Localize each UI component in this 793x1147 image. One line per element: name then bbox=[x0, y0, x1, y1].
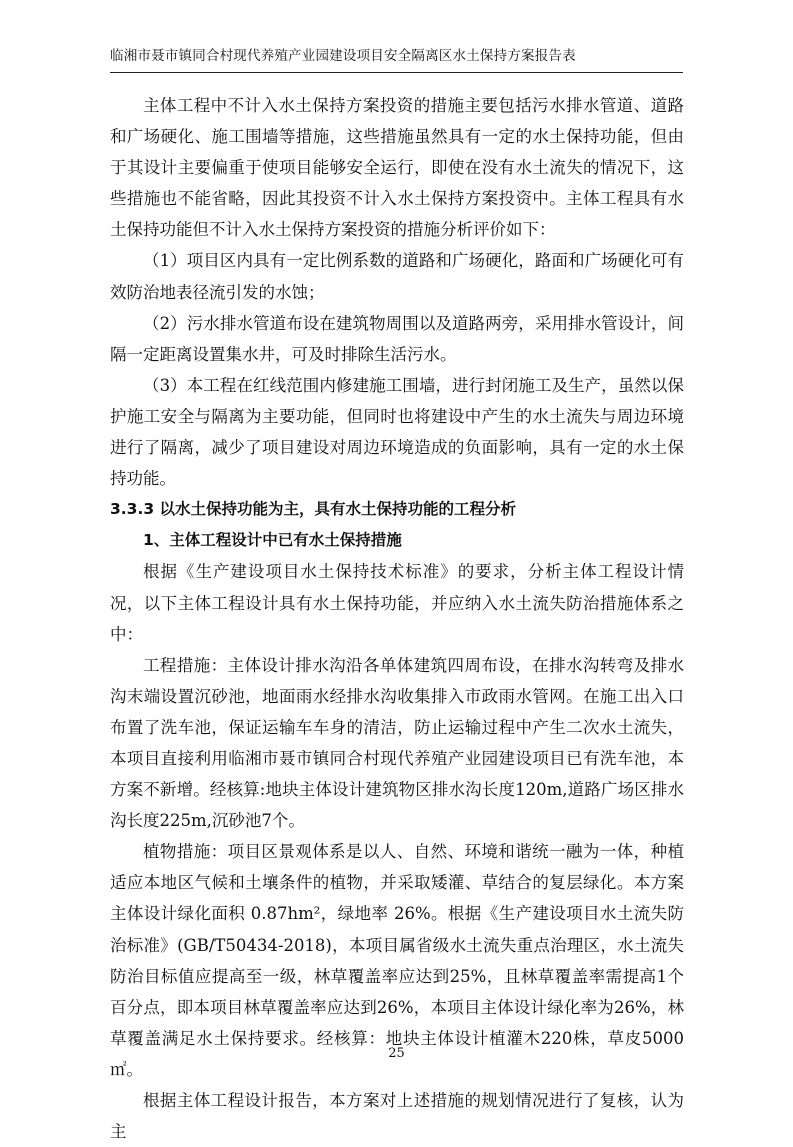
paragraph-item-3: （3）本工程在红线范围内修建施工围墙，进行封闭施工及生产，虽然以保护施工安全与隔离为主要功能，但同时也将建设中产生的水土流失与周边环境进行了隔离，减少了项目建设对周边环境造成的负面影响，具有一定的水土保持功能。 bbox=[110, 375, 684, 489]
paragraph-plant-measures: 植物措施：项目区景观体系是以人、自然、环境和谐统一融为一体，种植适应本地区气候和土壤条件的植物，并采取矮灌、草结合的复层绿化。本方案主体设计绿化面积 0.87hm²，绿地率 26%。根据《生产建设项目水土流失防治标准》(GB/T50434-2018)，本项目属省级水土流失重点治理区，水土流失防治目标值应提高至一级，林草覆盖率应达到25%，且林草覆盖率需提高1个百分点，即本项目林草覆盖率应达到26%，本项目主体设计绿化率为26%，林草覆盖满足水土保持要求。经核算：地块主体设计植灌木220株，草皮5000㎡。 bbox=[110, 842, 684, 1079]
subsection-heading-1: 1、主体工程设计中已有水土保持措施 bbox=[143, 531, 402, 550]
paragraph-intro: 主体工程中不计入水土保持方案投资的措施主要包括污水排水管道、道路和广场硬化、施工围墙等措施，这些措施虽然具有一定的水土保持功能，但由于其设计主要偏重于使项目能够安全运行，即使在没有水土流失的情况下，这些措施也不能省略，因此其投资不计入水土保持方案投资中。主体工程具有水土保持功能但不计入水土保持方案投资的措施分析评价如下： bbox=[110, 96, 684, 240]
paragraph-engineering-measures: 工程措施：主体设计排水沟沿各单体建筑四周布设，在排水沟转弯及排水沟末端设置沉砂池，地面雨水经排水沟收集排入市政雨水管网。在施工出入口布置了洗车池，保证运输车车身的清洁，防止运输过程中产生二次水土流失，本项目直接利用临湘市聂市镇同合村现代养殖产业园建设项目已有洗车池，本方案不新增。经核算:地块主体设计建筑物区排水沟长度120m,道路广场区排水沟长度225m,沉砂池7个。 bbox=[110, 655, 684, 831]
paragraph-item-1: （1）项目区内具有一定比例系数的道路和广场硬化，路面和广场硬化可有效防治地表径流引发的水蚀； bbox=[110, 251, 684, 302]
page-body bbox=[110, 90, 684, 1147]
paragraph-review: 根据主体工程设计报告，本方案对上述措施的规划情况进行了复核，认为主 bbox=[110, 1091, 684, 1142]
page-header: 临湘市聂市镇同合村现代养殖产业园建设项目安全隔离区水土保持方案报告表 bbox=[110, 48, 576, 64]
header-rule bbox=[110, 72, 683, 73]
section-heading-3-3-3: 3.3.3 以水土保持功能为主，具有水土保持功能的工程分析 bbox=[110, 500, 517, 519]
paragraph-item-2: （2）污水排水管道布设在建筑物周围以及道路两旁，采用排水管设计，间隔一定距离设置集水井，可及时排除生活污水。 bbox=[110, 313, 684, 364]
page-number: 25 bbox=[388, 1046, 405, 1061]
paragraph-standard-requirement: 根据《生产建设项目水土保持技术标准》的要求，分析主体工程设计情况，以下主体工程设计具有水土保持功能，并应纳入水土流失防治措施体系之中： bbox=[110, 562, 684, 644]
